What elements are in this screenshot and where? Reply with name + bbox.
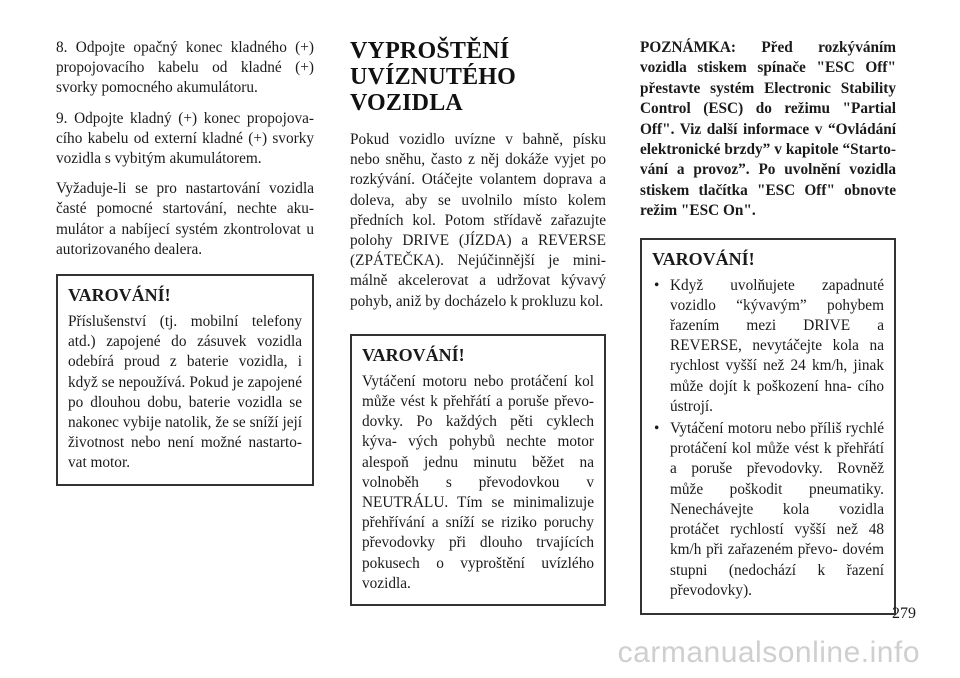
column-left [56,38,314,486]
heading-line-3: VOZIDLA [350,90,463,116]
warning-title: VAROVÁNÍ! [362,344,465,365]
heading-line-1: VYPROŠTĚNÍ [350,38,510,64]
warning-list [652,276,884,601]
watermark-text: carmanualsonline.info [617,636,920,669]
warning-list-item: • Když uvolňujete zapadnuté vozidlo “kývavým” pohybem řazením mezi DRIVE a REVERSE, nevytáčejte kola na rychlost vyšší než 24 km/h, jinak může dojít k poškození hna- cího ústrojí. [652,276,884,417]
warning-title: VAROVÁNÍ! [652,248,755,269]
step-8-paragraph: 8. Odpojte opačný konec kladného (+) propojovacího kabelu od kladné (+) svorky pomocného akumulátoru. [56,39,314,97]
esc-note: POZNÁMKA: Před rozkýváním vozidla stiskem spínače "ESC Off" přestavte systém Electronic Stability Control (ESC) do režimu "Partial Off". Viz další informace v “Ovládání elektronické brzdy” v kapitole “Starto- vání a provoz”. Po uvolnění vozidla stiskem tlačítka "ESC Off" obnovte režim "ESC On". [640,39,896,220]
section-heading [350,38,606,116]
warning-box-accessories [56,274,314,486]
warning-text: Vytáčení motoru nebo protáčení kol může vést k přehřátí a poruše převo- dovky. Po každých pěti cyklech kýva- vých pohybů nechte motor alespoň jednu minutu běžet na volnoběh s převodovkou v NEUTRÁLU. Tím se minimalizuje přehřívání a sníží se riziko poruchy převodovky při dlouho trvajících pokusech o vyproštění uvízlého vozidla. [362,372,594,592]
warning-text: Příslušenství (tj. mobilní telefony atd.) zapojené do zásuvek vozidla odebírá proud z baterie vozidla, i když se nepoužívá. Pokud je zapojené po dlouhou dobu, baterie vozidla se nakonec vybije natolik, že se sníží její životnost nebo není možné nastarto- vat motor. [68,313,302,472]
warning-title: VAROVÁNÍ! [68,285,171,306]
step-9-paragraph: 9. Odpojte kladný (+) konec propojova- cího kabelu od externí kladné (+) svorky vozidla s vybitým akumulátorem. [56,109,314,168]
page-number: 279 [892,605,916,622]
rocking-instructions-paragraph: Pokud vozidlo uvízne v bahně, písku nebo sněhu, často z něj dokáže vyjet po rozkývání. Otáčejte volantem doprava a doleva, aby se uvolnilo místo kolem předních kol. Potom střídavě zařazujte polohy DRIVE (JÍZDA) a REVERSE (ZPÁTEČKA). Nejúčinnější je mini- málně akcelerovat a udržovat kývavý pohyb, aniž by docházelo k prokluzu kol. [350,131,606,310]
warning-box-transmission [350,334,606,606]
heading-line-2: UVÍZNUTÉHO [350,64,517,90]
warning-list-item: • Vytáčení motoru nebo příliš rychlé protáčení kol může vést k přehřátí a poruše převodovky. Rovněž může poškodit pneumatiky. Nenechávejte kola vozidla protáčet rychlostí vyšší než 48 km/h při zařazeném převo- dovém stupni (nedochází k řazení převodovky). [652,419,884,601]
column-middle [350,38,606,606]
column-right [640,38,896,615]
dealer-check-paragraph: Vyžaduje-li se pro nastartování vozidla časté pomocné startování, nechte aku- mulátor a nabíjecí systém zkontrolovat u autorizovaného dealera. [56,180,314,258]
warning-box-wheel-speed [640,238,896,615]
